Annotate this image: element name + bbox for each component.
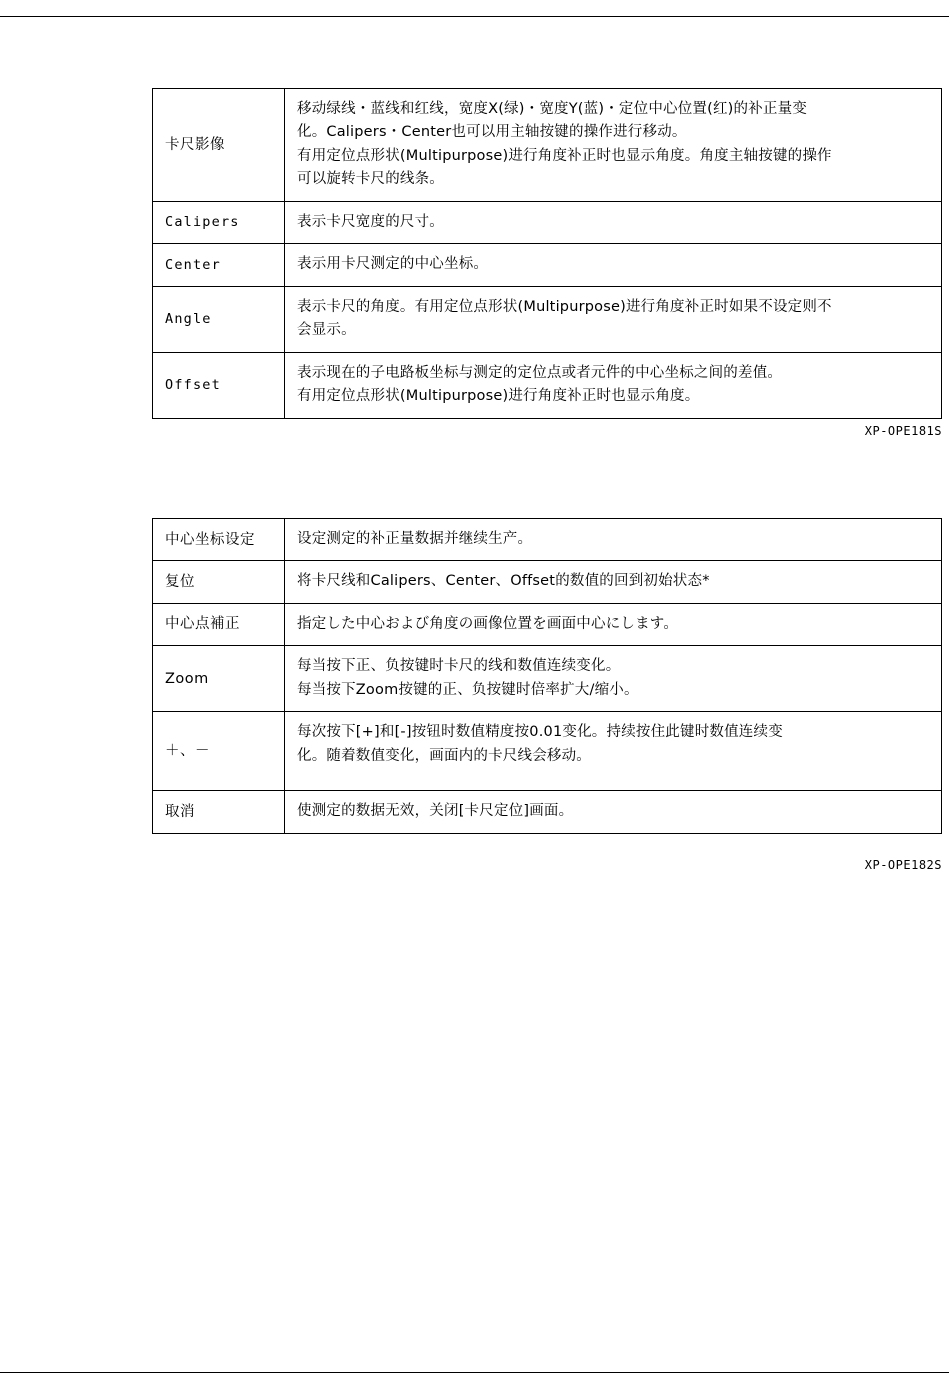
description-cell (285, 519, 942, 561)
description-line: 有用定位点形状(Multipurpose)进行角度补正时也显示角度。角度主轴按键的操作 (297, 147, 832, 164)
term-cell: 卡尺影像 (153, 89, 285, 202)
term-cell: Angle (153, 286, 285, 352)
table-row (153, 561, 942, 603)
description-line: 每当按下Zoom按键的正、负按键时倍率扩大/缩小。 (297, 681, 639, 698)
description-line: 化。Calipers・Center也可以用主轴按键的操作进行移动。 (297, 124, 687, 141)
description-line: 表示卡尺宽度的尺寸。 (297, 213, 444, 230)
table-block-2 (152, 518, 942, 872)
term-cell: 中心坐标设定 (153, 519, 285, 561)
description-line: 每次按下[+]和[-]按钮时数值精度按0.01变化。持续按住此键时数值连续变 (297, 724, 783, 741)
description-cell (285, 201, 942, 243)
table-row (153, 286, 942, 352)
description-line: 使测定的数据无效，关闭[卡尺定位]画面。 (297, 803, 574, 820)
description-cell (285, 352, 942, 418)
term-cell: Zoom (153, 646, 285, 712)
header-rule (0, 16, 949, 17)
description-line: 移动绿线・蓝线和红线，宽度X(绿)・宽度Y(蓝)・定位中心位置(红)的补正量变 (297, 101, 808, 117)
footer-rule (0, 1372, 949, 1373)
table-block-1 (152, 88, 942, 438)
description-cell (285, 646, 942, 712)
description-line: 会显示。 (297, 322, 356, 339)
description-line: 表示卡尺的角度。有用定位点形状(Multipurpose)进行角度补正时如果不设定则不 (297, 298, 832, 315)
term-cell: 取消 (153, 791, 285, 833)
description-cell (285, 89, 942, 202)
description-cell (285, 791, 942, 833)
table-row (153, 519, 942, 561)
term-cell: 复位 (153, 561, 285, 603)
term-cell: 中心点補正 (153, 603, 285, 645)
description-cell (285, 286, 942, 352)
description-line: 指定した中心および角度の画像位置を画面中心にします。 (297, 615, 679, 632)
figure-id-2: XP-OPE182S (864, 858, 942, 872)
table-row (153, 603, 942, 645)
term-cell: Center (153, 244, 285, 286)
table-row (153, 201, 942, 243)
description-line: 有用定位点形状(Multipurpose)进行角度补正时也显示角度。 (297, 388, 700, 405)
term-cell: Calipers (153, 201, 285, 243)
table-row (153, 89, 942, 202)
description-line: 将卡尺线和Calipers、Center、Offset的数值的回到初始状态* (297, 573, 710, 590)
table-row (153, 712, 942, 791)
definition-table-1 (152, 88, 942, 419)
definition-table-2 (152, 518, 942, 834)
description-cell (285, 561, 942, 603)
term-cell: ＋、－ (153, 712, 285, 791)
description-line: 表示用卡尺测定的中心坐标。 (297, 256, 489, 273)
description-cell (285, 244, 942, 286)
table-row (153, 646, 942, 712)
figure-id-1: XP-OPE181S (864, 424, 942, 438)
description-line: 可以旋转卡尺的线条。 (297, 171, 444, 188)
description-line: 化。随着数值变化，画面内的卡尺线会移动。 (297, 747, 591, 764)
description-line: 每当按下正、负按键时卡尺的线和数值连续变化。 (297, 658, 621, 675)
description-cell (285, 603, 942, 645)
description-line: 设定测定的补正量数据并继续生产。 (297, 531, 533, 547)
term-cell: Offset (153, 352, 285, 418)
table-row (153, 791, 942, 833)
table-row (153, 244, 942, 286)
table-row (153, 352, 942, 418)
description-cell (285, 712, 942, 791)
description-line: 表示现在的子电路板坐标与测定的定位点或者元件的中心坐标之间的差值。 (297, 364, 783, 381)
